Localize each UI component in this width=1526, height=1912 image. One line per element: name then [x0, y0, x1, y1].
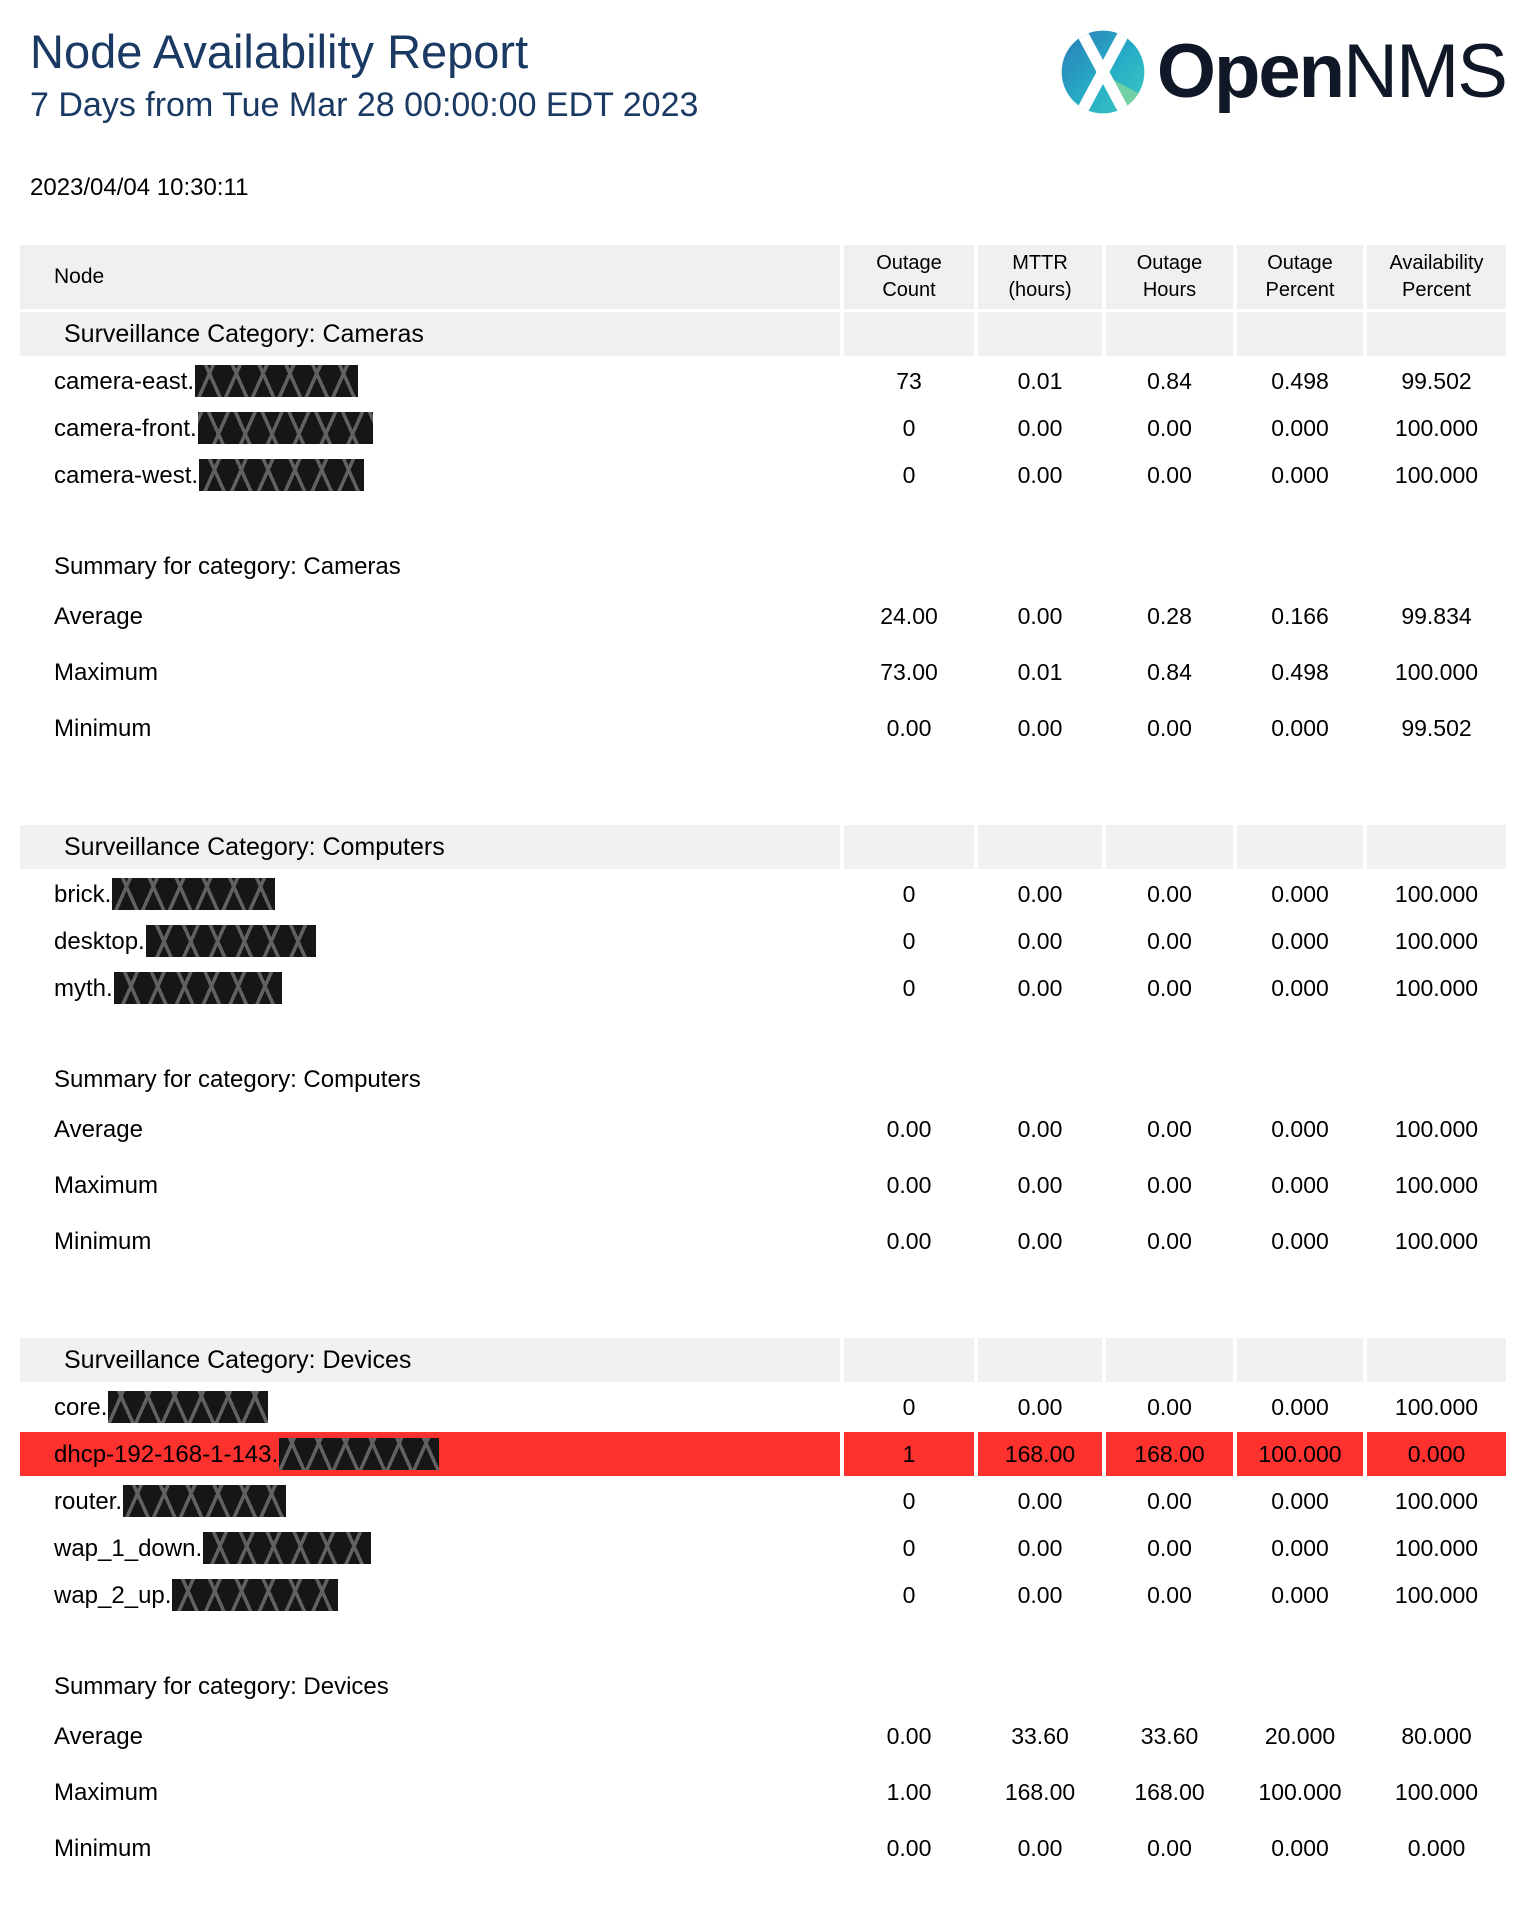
summary-label-cell: Maximum: [54, 1778, 159, 1806]
cell-availability-percent: 80.000: [1401, 1723, 1472, 1750]
section-spacer-row: [20, 1271, 1506, 1335]
cell-availability-percent: 100.000: [1394, 1172, 1479, 1199]
cell-availability-percent: 100.000: [1394, 659, 1479, 686]
cell-mttr-hours: 0.00: [1017, 974, 1063, 1001]
cell-mttr-hours: [978, 1013, 1102, 1057]
cell-outage-percent: [1237, 825, 1363, 869]
node-row: [20, 1479, 1506, 1523]
cell-mttr-hours: 0.00: [1017, 461, 1063, 488]
cell-node: [20, 919, 840, 963]
summary-row: [20, 1766, 1506, 1819]
cell-outage-count: [844, 1338, 974, 1382]
summary-row: [20, 646, 1506, 699]
cell-mttr-hours: 168.00: [1004, 1779, 1076, 1806]
generated-timestamp: 2023/04/04 10:30:11: [30, 174, 249, 202]
cell-outage-percent: 0.498: [1271, 659, 1329, 686]
cell-outage-percent: [1237, 1060, 1363, 1100]
summary-label-cell: Average: [54, 602, 143, 630]
node-row: [20, 1385, 1506, 1429]
cell-availability-percent: 100.000: [1394, 927, 1479, 954]
node-name-prefix: desktop.: [54, 928, 145, 956]
cell-outage-percent: [1237, 1338, 1363, 1382]
cell-node: [20, 500, 840, 544]
logo-word-open: Open: [1156, 29, 1344, 114]
opennms-wordmark: [1156, 29, 1506, 114]
cell-outage-count: [844, 1271, 974, 1335]
cell-outage-count: 0.00: [886, 1228, 932, 1255]
cell-outage-percent: 0.000: [1271, 1393, 1329, 1420]
cell-outage-count: [844, 312, 974, 356]
cell-outage-percent: 0.000: [1271, 880, 1329, 907]
redacted-node-suffix: [108, 1391, 268, 1423]
availability-table: [16, 242, 1510, 1878]
cell-outage-hours: 0.00: [1147, 880, 1192, 907]
cell-mttr-hours: 0.00: [1017, 1581, 1063, 1608]
cell-node: [20, 1526, 840, 1570]
redacted-node-suffix: [199, 459, 364, 491]
cell-outage-count: 73.00: [880, 659, 938, 686]
cell-outage-hours: 0.28: [1147, 603, 1192, 630]
cell-mttr-hours: [978, 547, 1102, 587]
cell-outage-count: 0: [902, 1534, 916, 1561]
cell-mttr-hours: 168.00: [978, 1432, 1102, 1476]
cell-outage-count: [844, 1667, 974, 1707]
summary-label-cell: Maximum: [54, 1171, 159, 1199]
cell-outage-percent: 0.000: [1271, 1228, 1329, 1255]
column-header-node: [20, 245, 840, 309]
cell-outage-count: 0: [902, 974, 916, 1001]
opennms-globe-icon: [1059, 28, 1147, 116]
cell-outage-count: 1.00: [886, 1779, 932, 1806]
cell-mttr-hours: 33.60: [1011, 1723, 1069, 1750]
node-name-prefix: router.: [54, 1488, 123, 1516]
cell-outage-hours: 0.00: [1147, 1228, 1192, 1255]
cell-outage-hours: [1106, 1013, 1233, 1057]
node-name-prefix: brick.: [54, 881, 112, 909]
cell-outage-count: [844, 1013, 974, 1057]
cell-mttr-hours: [978, 1620, 1102, 1664]
cell-outage-hours: [1106, 500, 1233, 544]
category-row: [20, 1338, 1506, 1382]
cell-outage-hours: 0.84: [1147, 659, 1192, 686]
summary-label-cell: Maximum: [54, 658, 159, 686]
column-header-line: Outage: [1267, 252, 1333, 275]
cell-mttr-hours: [978, 500, 1102, 544]
cell-node: [20, 966, 840, 1010]
column-header-line: Node: [54, 264, 105, 288]
report-title: Node Availability Report: [30, 25, 529, 78]
column-header-line: Count: [882, 279, 936, 302]
cell-availability-percent: [1367, 1667, 1506, 1707]
cell-mttr-hours: 0.01: [1017, 659, 1063, 686]
cell-availability-percent: 0.000: [1407, 1835, 1466, 1862]
cell-availability-percent: 100.000: [1394, 1393, 1479, 1420]
summary-title-cell: Summary for category: Cameras: [54, 553, 401, 581]
cell-mttr-hours: 0.00: [1017, 715, 1063, 742]
cell-availability-percent: 100.000: [1394, 1779, 1479, 1806]
column-header-outage-percent: [1237, 245, 1363, 309]
cell-availability-percent: [1367, 1013, 1506, 1057]
cell-outage-count: [844, 1060, 974, 1100]
category-row: [20, 312, 1506, 356]
node-row: [20, 966, 1506, 1010]
cell-node: [20, 1013, 840, 1057]
cell-node: [20, 453, 840, 497]
cell-outage-hours: 0.00: [1147, 1393, 1192, 1420]
summary-label-cell: Minimum: [54, 714, 152, 742]
cell-availability-percent: [1367, 547, 1506, 587]
cell-outage-count: 24.00: [880, 603, 938, 630]
redacted-node-suffix: [114, 972, 282, 1004]
cell-mttr-hours: 0.00: [1017, 1116, 1063, 1143]
cell-outage-hours: 0.00: [1147, 461, 1192, 488]
category-label-cell: [20, 1338, 840, 1382]
column-header-availability-percent: [1367, 245, 1506, 309]
summary-row: [20, 590, 1506, 643]
cell-outage-percent: [1237, 500, 1363, 544]
cell-node: [20, 1432, 840, 1476]
cell-node: [20, 1620, 840, 1664]
cell-availability-percent: [1367, 1338, 1506, 1382]
node-row: [20, 359, 1506, 403]
summary-label-cell: Minimum: [54, 1834, 152, 1862]
cell-availability-percent: 100.000: [1394, 880, 1479, 907]
node-row: [20, 406, 1506, 450]
category-label: Surveillance Category: Devices: [64, 1345, 412, 1374]
cell-outage-percent: [1237, 312, 1363, 356]
cell-outage-hours: [1106, 312, 1233, 356]
cell-outage-count: 0: [902, 880, 916, 907]
cell-outage-count: 0: [902, 1581, 916, 1608]
cell-outage-count: 0.00: [886, 1723, 932, 1750]
summary-label-cell: Average: [54, 1115, 143, 1143]
category-label: Surveillance Category: Cameras: [64, 319, 424, 348]
cell-availability-percent: [1367, 500, 1506, 544]
cell-availability-percent: [1367, 758, 1506, 822]
title-block: [30, 26, 698, 202]
cell-availability-percent: [1367, 1060, 1506, 1100]
cell-outage-count: 1: [844, 1432, 974, 1476]
column-header-line: Percent: [1265, 279, 1335, 302]
redacted-node-suffix: [195, 365, 358, 397]
summary-title-cell: Summary for category: Computers: [54, 1066, 421, 1094]
redacted-node-suffix: [123, 1485, 286, 1517]
cell-outage-count: [844, 547, 974, 587]
redacted-node-suffix: [279, 1438, 439, 1470]
cell-outage-count: 0: [902, 461, 916, 488]
cell-availability-percent: [1367, 825, 1506, 869]
cell-mttr-hours: [978, 312, 1102, 356]
summary-row: [20, 1822, 1506, 1875]
cell-outage-hours: 168.00: [1106, 1432, 1233, 1476]
node-row: [20, 1573, 1506, 1617]
opennms-logo: [1059, 28, 1506, 116]
report-subtitle: 7 Days from Tue Mar 28 00:00:00 EDT 2023: [30, 85, 699, 124]
cell-mttr-hours: [978, 825, 1102, 869]
cell-outage-count: [844, 1620, 974, 1664]
cell-node: [20, 872, 840, 916]
summary-row: [20, 1710, 1506, 1763]
cell-outage-percent: 100.000: [1237, 1432, 1363, 1476]
redacted-node-suffix: [146, 925, 316, 957]
cell-outage-percent: 0.000: [1271, 414, 1329, 441]
cell-outage-count: [844, 825, 974, 869]
cell-outage-hours: 0.00: [1147, 715, 1192, 742]
cell-outage-hours: 0.00: [1147, 1116, 1192, 1143]
cell-availability-percent: 100.000: [1394, 1534, 1479, 1561]
column-header-line: Outage: [1136, 252, 1203, 275]
cell-availability-percent: 99.502: [1401, 367, 1472, 394]
column-header-outage-count: [844, 245, 974, 309]
section-spacer-row: [20, 758, 1506, 822]
spacer-row: [20, 500, 1506, 544]
cell-outage-percent: 0.000: [1271, 1835, 1329, 1862]
cell-outage-count: 0.00: [886, 715, 932, 742]
node-name-prefix: myth.: [54, 975, 113, 1003]
summary-label-cell: Average: [54, 1722, 143, 1750]
cell-outage-hours: 0.00: [1147, 1172, 1192, 1199]
cell-availability-percent: [1367, 1271, 1506, 1335]
cell-outage-count: 0: [902, 1487, 916, 1514]
node-row: [20, 919, 1506, 963]
cell-outage-percent: [1237, 1667, 1363, 1707]
spacer-row: [20, 1620, 1506, 1664]
cell-outage-count: 0.00: [886, 1116, 932, 1143]
redacted-node-suffix: [112, 878, 275, 910]
category-label-cell: [20, 312, 840, 356]
column-header-outage-hours: [1106, 245, 1233, 309]
cell-node: [20, 359, 840, 403]
summary-title-row: [20, 547, 1506, 587]
cell-availability-percent: 100.000: [1394, 1581, 1479, 1608]
cell-mttr-hours: 0.00: [1017, 1172, 1063, 1199]
column-header-line: MTTR: [1012, 252, 1068, 275]
table-header-row: [20, 245, 1506, 309]
cell-outage-count: 73: [896, 367, 922, 394]
cell-mttr-hours: 0.00: [1017, 1228, 1063, 1255]
redacted-node-suffix: [198, 412, 373, 444]
cell-availability-percent: [1367, 1620, 1506, 1664]
cell-node: [20, 1385, 840, 1429]
cell-availability-percent: 100.000: [1394, 414, 1479, 441]
category-label: Surveillance Category: Computers: [64, 832, 445, 861]
summary-row: [20, 1159, 1506, 1212]
column-header-line: Percent: [1402, 279, 1471, 302]
cell-outage-count: [844, 500, 974, 544]
node-row: [20, 1432, 1506, 1476]
node-name-prefix: wap_2_up.: [54, 1582, 172, 1610]
cell-outage-hours: 0.00: [1147, 1534, 1192, 1561]
summary-label-cell: Minimum: [54, 1227, 152, 1255]
cell-outage-hours: 0.00: [1147, 1487, 1192, 1514]
cell-outage-hours: [1106, 1060, 1233, 1100]
category-label-cell: [20, 825, 840, 869]
cell-outage-count: 0.00: [886, 1172, 932, 1199]
cell-outage-percent: [1237, 1013, 1363, 1057]
spacer-row: [20, 1013, 1506, 1057]
cell-availability-percent: 100.000: [1394, 1487, 1479, 1514]
cell-outage-percent: 0.000: [1271, 1116, 1329, 1143]
cell-outage-hours: [1106, 547, 1233, 587]
report-masthead: [0, 26, 1526, 202]
cell-mttr-hours: 0.00: [1017, 1487, 1063, 1514]
cell-outage-hours: 0.00: [1147, 927, 1192, 954]
node-row: [20, 453, 1506, 497]
cell-outage-count: 0: [902, 927, 916, 954]
node-name-prefix: dhcp-192-168-1-143.: [54, 1441, 279, 1469]
cell-availability-percent: 100.000: [1394, 461, 1479, 488]
cell-outage-percent: [1237, 1271, 1363, 1335]
summary-title-cell: Summary for category: Devices: [54, 1673, 389, 1701]
cell-outage-hours: 168.00: [1134, 1779, 1205, 1806]
cell-outage-hours: 0.84: [1147, 367, 1192, 394]
cell-outage-hours: 0.00: [1147, 1581, 1192, 1608]
cell-outage-percent: [1237, 758, 1363, 822]
cell-availability-percent: 99.502: [1401, 715, 1472, 742]
cell-mttr-hours: 0.00: [1017, 414, 1063, 441]
node-name-prefix: camera-front.: [54, 415, 197, 443]
category-row: [20, 825, 1506, 869]
cell-outage-percent: 0.000: [1271, 1172, 1329, 1199]
cell-availability-percent: 99.834: [1401, 603, 1472, 630]
cell-mttr-hours: [978, 1271, 1102, 1335]
summary-row: [20, 1215, 1506, 1268]
column-header-line: Outage: [876, 252, 942, 275]
cell-outage-percent: 0.000: [1271, 974, 1329, 1001]
cell-outage-hours: 0.00: [1147, 414, 1192, 441]
cell-outage-percent: 0.000: [1271, 461, 1329, 488]
cell-outage-percent: 0.000: [1271, 715, 1329, 742]
cell-outage-percent: [1237, 1620, 1363, 1664]
cell-mttr-hours: [978, 758, 1102, 822]
cell-outage-percent: 100.000: [1258, 1779, 1342, 1806]
cell-node: [20, 406, 840, 450]
cell-mttr-hours: [978, 1338, 1102, 1382]
cell-availability-percent: 100.000: [1394, 1228, 1479, 1255]
cell-availability-percent: 100.000: [1394, 974, 1479, 1001]
cell-node: [20, 1573, 840, 1617]
cell-outage-count: 0: [902, 1393, 916, 1420]
cell-mttr-hours: [978, 1667, 1102, 1707]
node-name-prefix: core.: [54, 1394, 108, 1422]
redacted-node-suffix: [172, 1579, 338, 1611]
cell-outage-hours: 0.00: [1147, 1835, 1192, 1862]
cell-mttr-hours: 0.01: [1017, 367, 1063, 394]
cell-outage-percent: [1237, 547, 1363, 587]
cell-outage-hours: 0.00: [1147, 974, 1192, 1001]
column-header-line: Hours: [1142, 279, 1197, 302]
cell-mttr-hours: 0.00: [1017, 1835, 1063, 1862]
cell-outage-hours: [1106, 825, 1233, 869]
node-name-prefix: wap_1_down.: [54, 1535, 203, 1563]
cell-outage-percent: 20.000: [1264, 1723, 1336, 1750]
cell-outage-percent: 0.000: [1271, 927, 1329, 954]
cell-outage-hours: 33.60: [1140, 1723, 1199, 1750]
cell-outage-count: [844, 758, 974, 822]
cell-mttr-hours: 0.00: [1017, 1534, 1063, 1561]
redacted-node-suffix: [203, 1532, 371, 1564]
column-header-line: (hours): [1008, 279, 1072, 302]
logo-word-nms: NMS: [1343, 29, 1506, 114]
summary-row: [20, 1103, 1506, 1156]
column-header-line: Availability: [1389, 252, 1484, 275]
cell-node: [20, 1271, 840, 1335]
cell-outage-percent: 0.000: [1271, 1487, 1329, 1514]
node-row: [20, 872, 1506, 916]
cell-outage-count: 0.00: [886, 1835, 932, 1862]
node-name-prefix: camera-east.: [54, 368, 195, 396]
summary-title-row: [20, 1667, 1506, 1707]
cell-node: [20, 1479, 840, 1523]
node-name-prefix: camera-west.: [54, 462, 199, 490]
cell-mttr-hours: [978, 1060, 1102, 1100]
cell-mttr-hours: 0.00: [1017, 880, 1063, 907]
cell-outage-hours: [1106, 1271, 1233, 1335]
summary-row: [20, 702, 1506, 755]
cell-mttr-hours: 0.00: [1017, 1393, 1063, 1420]
cell-node: [20, 758, 840, 822]
cell-mttr-hours: 0.00: [1017, 603, 1063, 630]
cell-outage-percent: 0.000: [1271, 1534, 1329, 1561]
cell-outage-count: 0: [902, 414, 916, 441]
cell-mttr-hours: 0.00: [1017, 927, 1063, 954]
cell-outage-hours: [1106, 1620, 1233, 1664]
node-row: [20, 1526, 1506, 1570]
cell-outage-percent: 0.166: [1271, 603, 1329, 630]
cell-outage-hours: [1106, 1338, 1233, 1382]
cell-outage-percent: 0.498: [1271, 367, 1329, 394]
cell-outage-hours: [1106, 1667, 1233, 1707]
summary-title-row: [20, 1060, 1506, 1100]
cell-outage-percent: 0.000: [1271, 1581, 1329, 1608]
cell-availability-percent: 100.000: [1394, 1116, 1479, 1143]
cell-availability-percent: [1367, 312, 1506, 356]
cell-availability-percent: 0.000: [1367, 1432, 1506, 1476]
column-header-mttr-hours: [978, 245, 1102, 309]
cell-outage-hours: [1106, 758, 1233, 822]
